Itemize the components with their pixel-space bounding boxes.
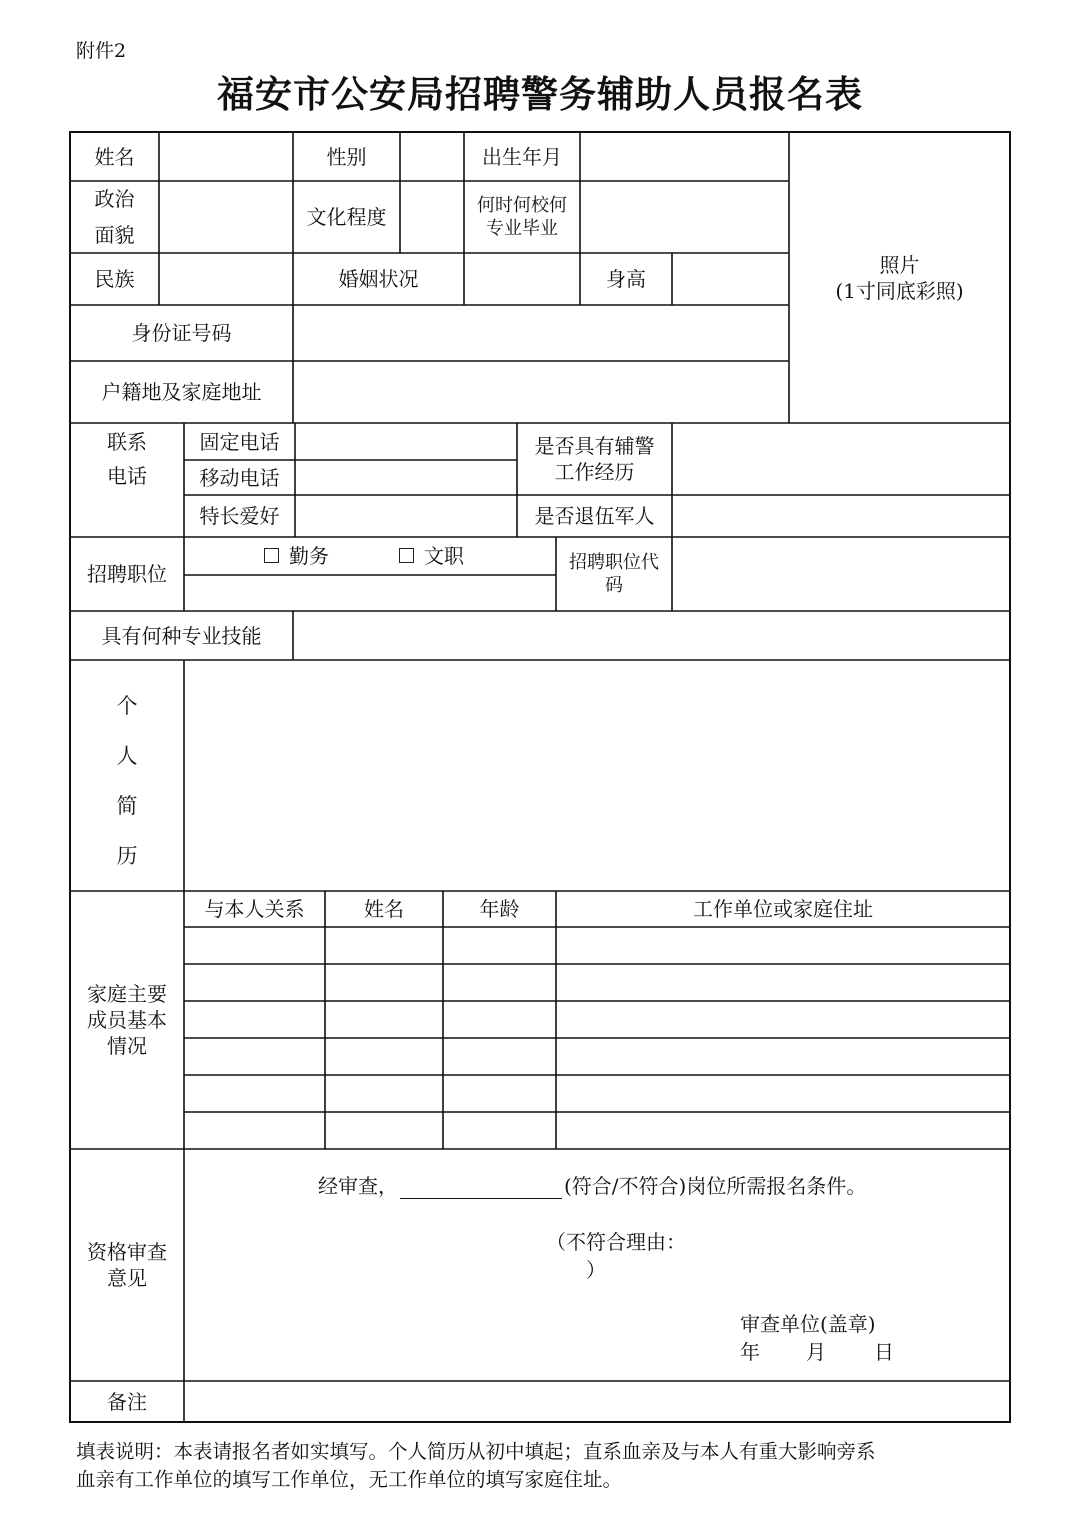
label-education: 文化程度	[306, 205, 387, 229]
label-hobbies: 特长爱好	[199, 504, 280, 528]
label-resume: 个 人 简 历	[116, 694, 138, 868]
photo-label: 照片	[879, 252, 920, 277]
field-height[interactable]	[672, 253, 789, 305]
review-unit: 审查单位(盖章)	[740, 1312, 876, 1336]
field-veteran[interactable]	[672, 495, 1010, 537]
field-birth[interactable]	[580, 132, 789, 181]
label-address: 户籍地及家庭地址	[101, 380, 262, 404]
footer-note: 填表说明：本表请报名者如实填写。个人简历从初中填起；直系血亲及与本人有重大影响旁系 血亲有工作单位的填写工作单位，无工作单位的填写家庭住址。	[76, 1440, 876, 1491]
reason-close: ）	[586, 1258, 606, 1282]
label-position-code: 招聘职位代 码	[569, 552, 659, 596]
field-aux-experience[interactable]	[672, 423, 1010, 495]
attachment-label: 附件2	[76, 40, 127, 62]
checkbox-icon[interactable]	[399, 548, 414, 563]
field-graduation[interactable]	[580, 181, 789, 253]
label-skills: 具有何种专业技能	[101, 623, 262, 648]
field-ethnicity[interactable]	[159, 253, 293, 305]
label-review: 资格审查 意见	[87, 1240, 167, 1290]
field-mobile[interactable]	[295, 460, 517, 495]
field-remarks[interactable]	[184, 1381, 1010, 1422]
form-title: 福安市公安局招聘警务辅助人员报名表	[217, 73, 863, 116]
label-ethnicity: 民族	[94, 267, 135, 291]
family-table-body[interactable]	[184, 927, 1010, 1149]
field-resume[interactable]	[184, 660, 1010, 891]
field-hobbies[interactable]	[295, 495, 517, 537]
field-position-code[interactable]	[672, 537, 1010, 611]
field-address[interactable]	[293, 361, 789, 423]
family-header-workplace: 工作单位或家庭住址	[693, 897, 873, 921]
label-gender: 性别	[326, 144, 367, 169]
review-blank[interactable]	[400, 1178, 562, 1199]
field-gender[interactable]	[400, 132, 464, 181]
field-education[interactable]	[400, 181, 464, 253]
label-family: 家庭主要 成员基本 情况	[87, 982, 167, 1058]
family-header-name: 姓名	[364, 897, 404, 921]
label-contact: 联系 电话	[107, 430, 147, 488]
label-name: 姓名	[94, 144, 135, 169]
label-birth: 出生年月	[482, 144, 562, 169]
field-name[interactable]	[159, 132, 293, 181]
label-landline: 固定电话	[199, 429, 280, 454]
family-header-relation: 与本人关系	[204, 897, 305, 921]
reason-open: （不符合理由：	[546, 1230, 686, 1254]
label-marital: 婚姻状况	[338, 267, 419, 291]
option-clerical[interactable]: 文职	[399, 543, 464, 569]
photo-box[interactable]	[789, 132, 1010, 423]
family-header-age: 年龄	[479, 897, 520, 921]
field-marital[interactable]	[464, 253, 580, 305]
field-skills[interactable]	[293, 611, 1010, 660]
checkbox-icon[interactable]	[264, 548, 279, 563]
label-position: 招聘职位	[87, 562, 167, 586]
review-date: 年 月 日	[740, 1340, 894, 1364]
field-landline[interactable]	[295, 423, 517, 460]
label-veteran: 是否退伍军人	[534, 504, 655, 528]
label-height: 身高	[606, 267, 646, 291]
label-aux-experience: 是否具有辅警 工作经历	[534, 434, 655, 484]
review-statement: 经审查， (符合/不符合)岗位所需报名条件。	[318, 1174, 867, 1198]
label-political: 政治 面貌	[94, 187, 135, 247]
position-options	[184, 537, 556, 575]
field-id-number[interactable]	[293, 305, 789, 361]
option-duty[interactable]: 勤务	[264, 543, 329, 569]
field-political[interactable]	[159, 181, 293, 253]
label-remarks: 备注	[107, 1389, 147, 1414]
label-graduation: 何时何校何 专业毕业	[477, 195, 567, 239]
label-mobile: 移动电话	[199, 465, 280, 490]
field-position[interactable]	[184, 575, 556, 611]
label-id-number: 身份证号码	[131, 321, 232, 345]
photo-spec: (1寸同底彩照)	[835, 278, 964, 303]
